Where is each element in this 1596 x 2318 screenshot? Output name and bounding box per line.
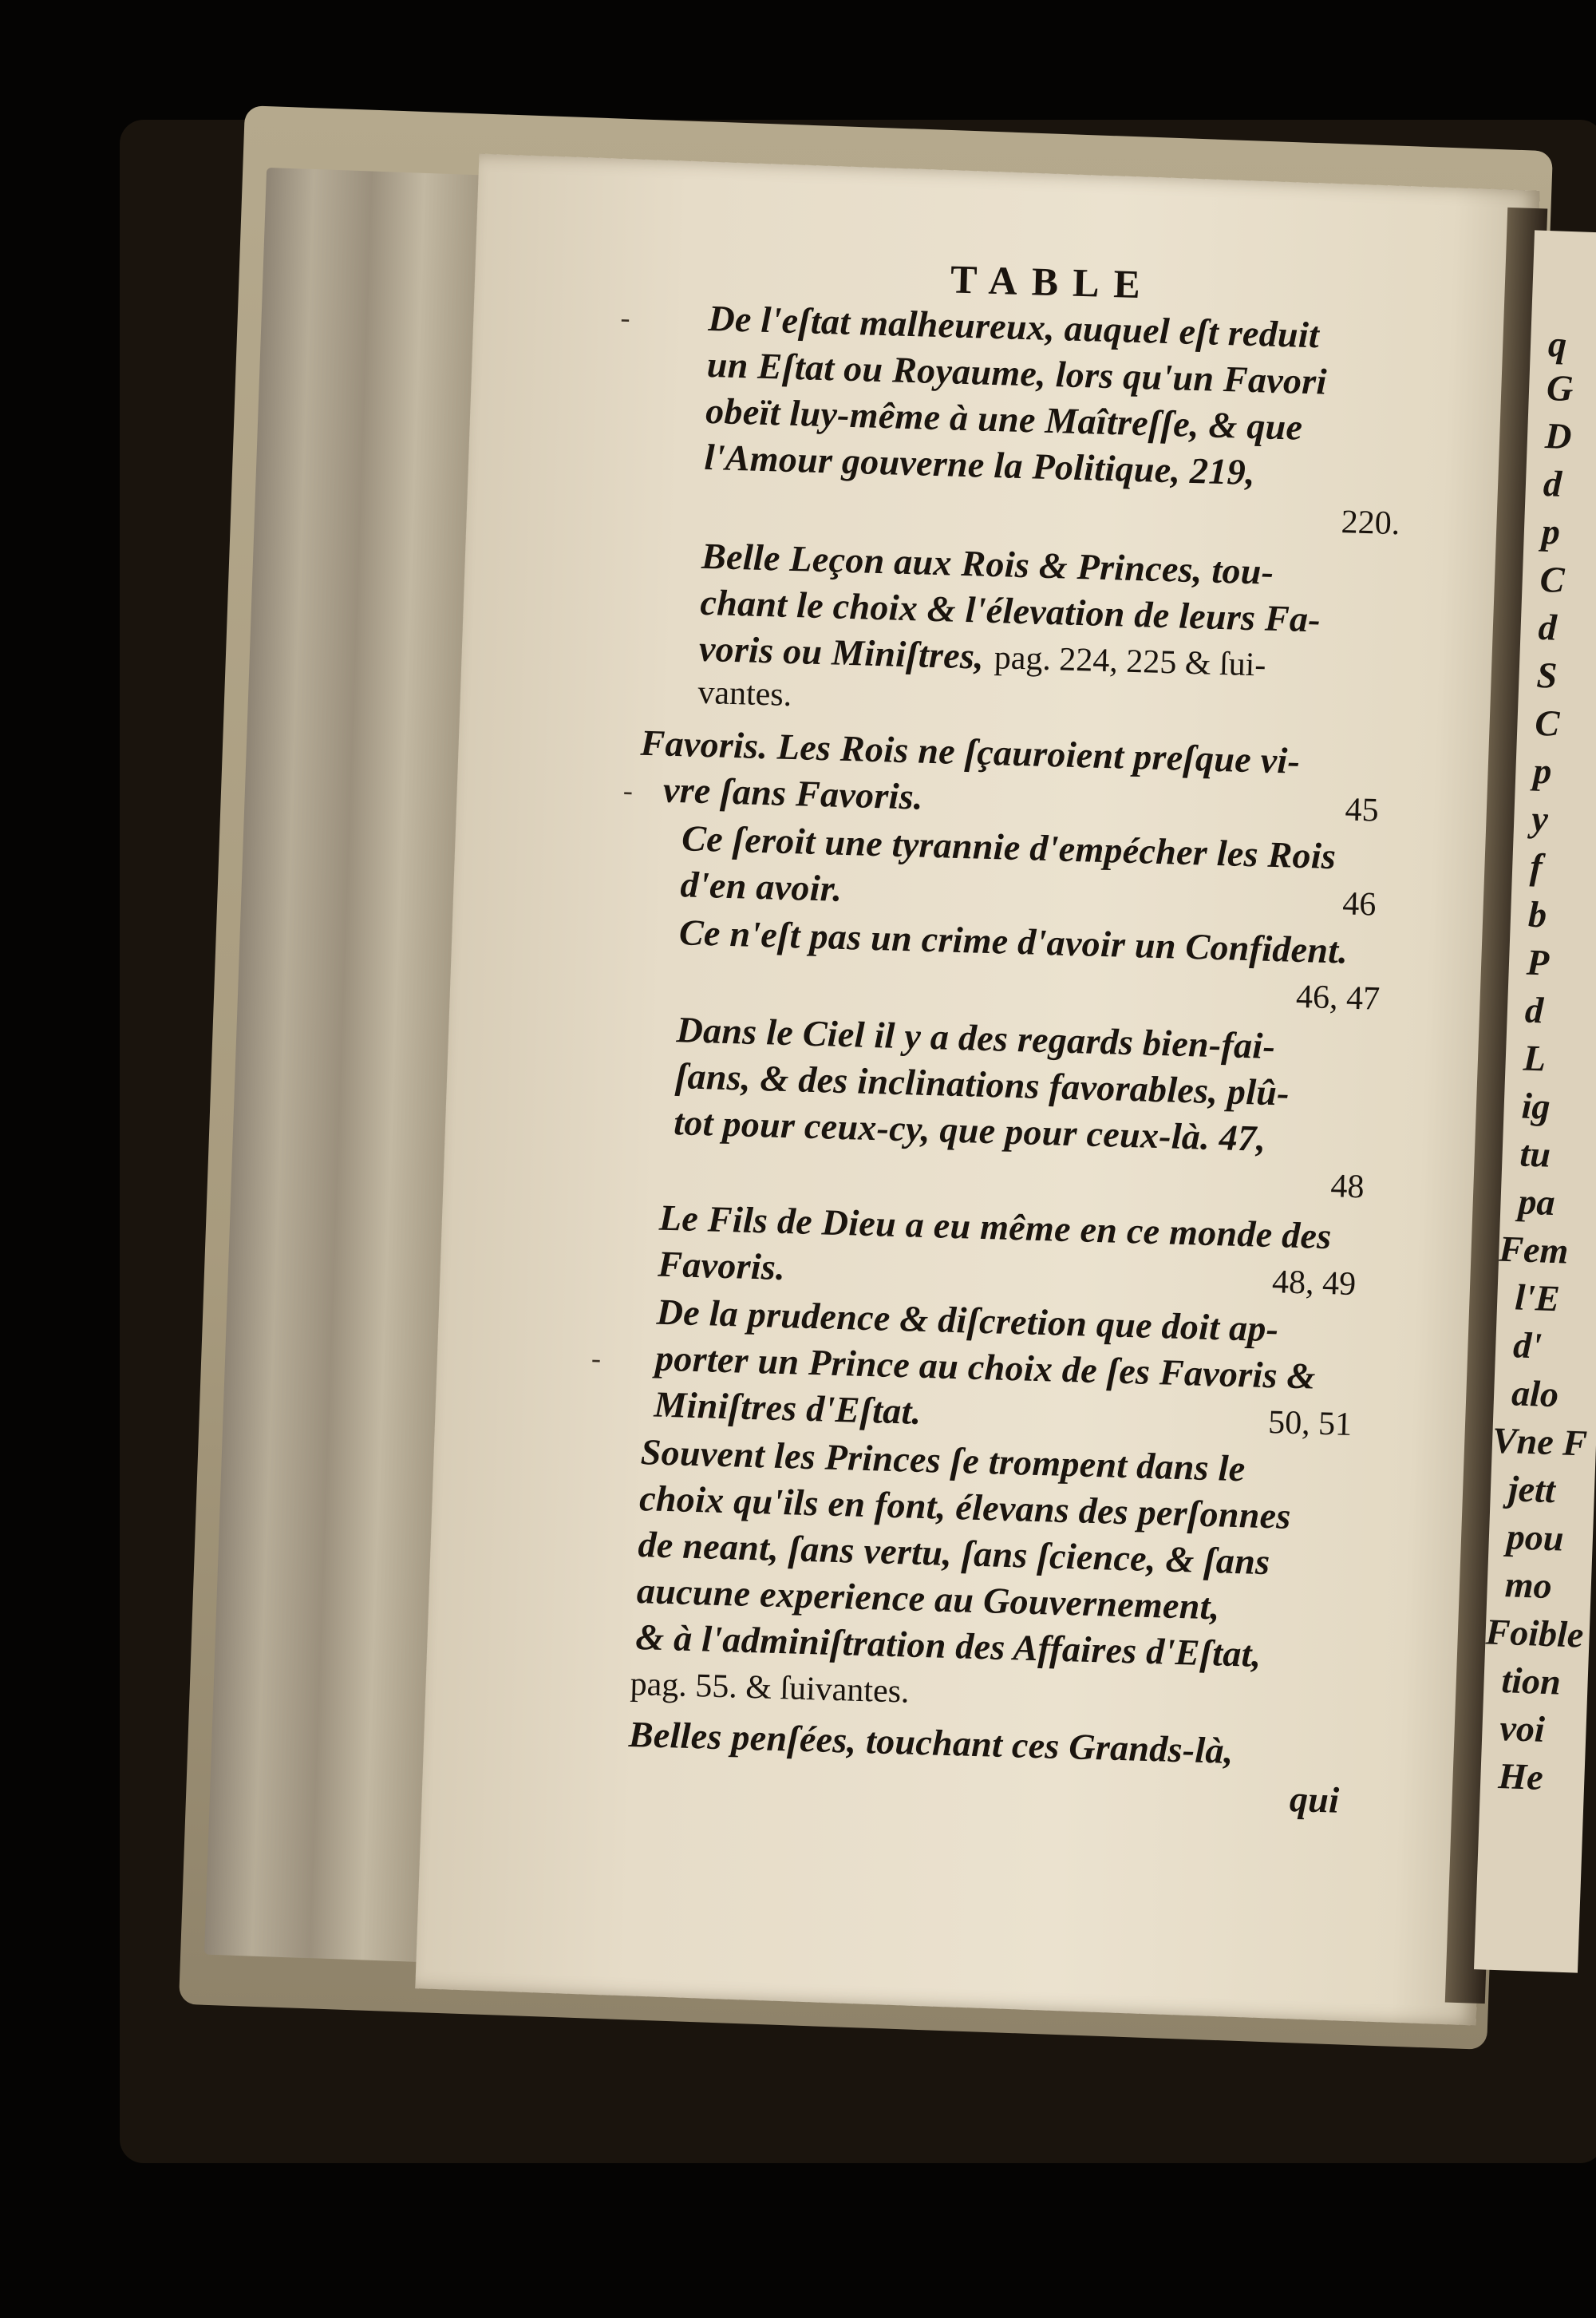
page-number: 48, 49	[1271, 1264, 1357, 1303]
entry-line: aucune experience au Gouvernement,	[636, 1570, 1221, 1628]
right-fragment: l'E	[1514, 1276, 1561, 1319]
right-fragment: G	[1546, 367, 1574, 409]
entry-line: Belle Leçon aux Rois & Princes, tou-	[701, 535, 1275, 592]
entry-line: Ce ſeroit une tyrannie d'empécher les Rois	[681, 817, 1337, 877]
entry-line: d'en avoir.	[680, 864, 843, 909]
entry-line: Souvent les Princes ſe trompent dans le	[640, 1431, 1246, 1489]
right-fragment: p	[1541, 510, 1561, 552]
right-fragment: L	[1523, 1037, 1547, 1079]
entry-line: Le Fils de Dieu a eu même en ce monde des	[658, 1197, 1333, 1257]
entry-line: choix qu'ils en font, élevans des perſonnes	[638, 1477, 1292, 1537]
right-fragment: ig	[1520, 1085, 1551, 1127]
right-fragment: d	[1537, 606, 1558, 648]
page-number: 46	[1341, 885, 1377, 924]
page-reference: pag. 224, 225 & ſui-	[994, 639, 1266, 684]
margin-mark: -	[591, 1342, 602, 1375]
margin-mark: -	[619, 301, 631, 334]
table-text	[591, 247, 1452, 2025]
page-number: 50, 51	[1267, 1404, 1353, 1443]
entry-line: l'Amour gouverne la Politique, 219,	[703, 436, 1256, 493]
right-fragment: y	[1531, 797, 1549, 840]
entry-line: porter un Prince au choix de ſes Favoris &	[654, 1337, 1317, 1397]
entry-line: De la prudence & diſcretion que doit ap-	[656, 1291, 1280, 1350]
margin-mark: -	[622, 774, 634, 807]
right-fragment: f	[1529, 845, 1543, 888]
entry-line: Favoris.	[657, 1243, 786, 1288]
right-fragment: jett	[1507, 1468, 1556, 1511]
page-reference: pag. 55. & ſuivantes.	[630, 1665, 911, 1711]
right-fragment: b	[1527, 893, 1548, 936]
right-fragment: d	[1524, 989, 1544, 1031]
right-fragment: mo	[1503, 1564, 1553, 1607]
right-fragment: d	[1543, 462, 1562, 504]
right-fragment: pou	[1506, 1516, 1565, 1559]
entry-continuation: vantes.	[697, 674, 792, 714]
entry-line: ſans, & des inclinations favorables, plû-	[674, 1055, 1290, 1114]
entry-line: Favoris. Les Rois ne ſçauroient preſque vi-	[639, 722, 1301, 781]
entry-line: vre ſans Favoris.	[662, 769, 924, 817]
right-fragment: tu	[1519, 1133, 1551, 1175]
right-fragment: Foible	[1484, 1611, 1585, 1655]
right-fragment: p	[1532, 750, 1553, 792]
right-fragment: voi	[1499, 1707, 1546, 1750]
right-fragment: pa	[1517, 1181, 1556, 1224]
catchword: qui	[1289, 1778, 1340, 1821]
right-fragment: He	[1497, 1754, 1544, 1798]
entry-line: & à l'adminiſtration des Affaires d'Eſtat,	[634, 1616, 1262, 1675]
page-number: 45	[1345, 791, 1380, 829]
page-number: 46, 47	[1295, 978, 1381, 1018]
page-number: 220.	[1341, 504, 1400, 543]
right-fragment: C	[1539, 558, 1566, 600]
entry-line: chant le choix & l'élevation de leurs Fa-	[699, 581, 1321, 640]
right-fragment: D	[1544, 415, 1573, 457]
right-fragment: C	[1534, 702, 1561, 744]
right-fragment: S	[1535, 654, 1558, 696]
entry-line: Miniſtres d'Eſtat.	[653, 1383, 922, 1432]
entry-line: Ce n'eſt pas un crime d'avoir un Confident.	[678, 912, 1349, 971]
entry-line: De l'eſtat malheureux, auquel eſt reduit	[707, 297, 1320, 356]
entry-line: tot pour ceux-cy, que pour ceux-là. 47,	[673, 1102, 1266, 1159]
right-fragment: Vne F	[1491, 1419, 1588, 1464]
right-fragment: P	[1526, 941, 1551, 983]
entry-line: Belles penſées, touchant ces Grands-là,	[628, 1713, 1235, 1771]
entry-line: obeït luy-même à une Maîtreſſe, & que	[705, 390, 1304, 448]
right-fragment: tion	[1500, 1659, 1562, 1703]
page-header: TABLE	[950, 256, 1156, 307]
right-fragment: d'	[1512, 1324, 1543, 1367]
right-fragment: alo	[1511, 1372, 1559, 1415]
entry-line: un Eſtat ou Royaume, lors qu'un Favori	[706, 343, 1328, 402]
page-number: 48	[1329, 1168, 1365, 1206]
right-fragment: Fem	[1498, 1228, 1570, 1272]
entry-line: voris ou Miniſtres,	[698, 627, 985, 677]
entry-line: de neant, ſans vertu, ſans ſcience, & ſans	[637, 1524, 1271, 1583]
right-fragment: q	[1547, 323, 1568, 365]
entry-line: Dans le Ciel il y a des regards bien-fai-	[675, 1009, 1276, 1067]
